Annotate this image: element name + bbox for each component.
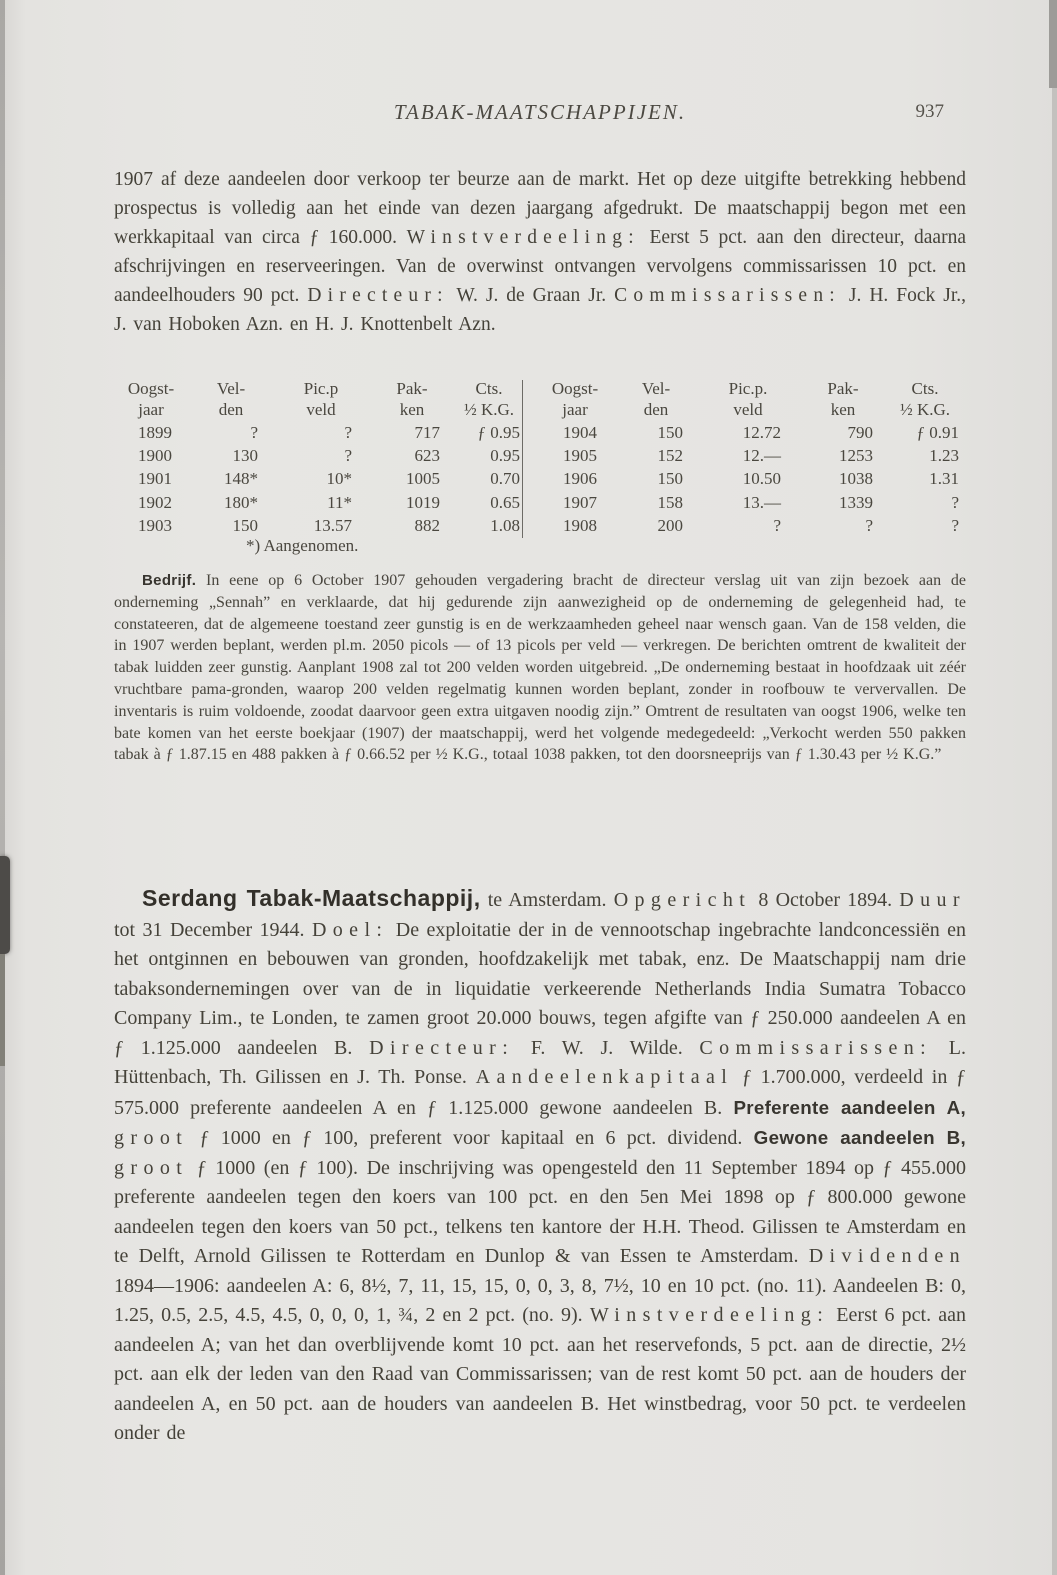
table-cell: 1019 xyxy=(406,492,440,512)
label-aandeelenkapitaal: Aandeelenkapitaal xyxy=(475,1066,734,1088)
text-run: 1907 af deze aandeelen door verkoop ter beurze aan de markt. Het op deze uitgifte betrekking hebbend prospectus is volledig aan het einde van dezen jaargang afgedrukt. De maatschappij begon met een werkkapitaal van circa ƒ 160.000. xyxy=(114,168,966,248)
table-cell: ? xyxy=(773,516,781,536)
table-cell: 150 xyxy=(657,469,683,489)
table-cell: 1253 xyxy=(839,446,873,466)
label-preferente-aandeelen-a: Preferente aandeelen A, xyxy=(733,1096,966,1118)
text-run: Eerst 5 pct. aan den directeur, daarna afschrijvingen en reserveeringen. Van de overwinst ontvangen vervolgens commissarissen 10 pct. en aandeelhouders 90 pct. xyxy=(114,226,966,306)
label-dividenden: Dividenden xyxy=(808,1245,966,1267)
table-cell: ? xyxy=(951,516,959,536)
table-row xyxy=(537,468,961,491)
table-cell: 1902 xyxy=(138,492,172,512)
page-title: TABAK-MAATSCHAPPIJEN. xyxy=(393,100,687,124)
scan-edge-right-top xyxy=(1049,0,1057,88)
company-name-heading: Serdang Tabak-Maatschappij, xyxy=(142,885,481,911)
table-cell: 0.70 xyxy=(490,469,520,489)
text-run: J. H. Fock Jr., J. van Hoboken Azn. en H. J. Knottenbelt Azn. xyxy=(114,284,966,335)
table-footnote: *) Aangenomen. xyxy=(246,536,359,555)
table-cell: 1.08 xyxy=(490,516,520,536)
table-cell: 148* xyxy=(224,469,258,489)
text-run: ƒ 1.700.000, verdeeld in ƒ 575.000 preferente aandeelen A en ƒ 1.125.000 gewone aandeelen B. xyxy=(114,1066,967,1119)
table-cell: 1005 xyxy=(406,469,440,489)
table-cell: 13.57 xyxy=(313,516,352,536)
label-winstverdeeling: Winstverdeeling: xyxy=(406,226,640,248)
table-row xyxy=(114,421,522,444)
text-run: tot 31 December 1944. xyxy=(114,918,312,941)
table-cell: ? xyxy=(951,492,959,512)
table-row xyxy=(114,444,522,467)
table-cell: 1901 xyxy=(138,469,172,489)
table-cell: 10.50 xyxy=(742,469,781,489)
table-cell: 1903 xyxy=(138,516,172,536)
text-run: 1894—1906: aandeelen A: 6, 8½, 7, 11, 15, 15, 0, 0, 3, 8, 7½, 10 en 10 pct. (no. 11). Aandeelen B: 0, 1.25, 0.5, 2.5, 4.5, 4.5, 0, 0, 0, 1, ¾, 2 en 2 pct. (no. 9). xyxy=(114,1274,966,1326)
column-header: Cts. ½ K.G. xyxy=(899,379,951,419)
table-cell: ƒ 0.95 xyxy=(477,422,520,442)
table-cell: ? xyxy=(344,422,352,442)
page-number: 937 xyxy=(915,101,944,122)
table-cell: 180* xyxy=(224,492,258,512)
table-cell: 11* xyxy=(327,492,352,512)
harvest-table-right xyxy=(537,378,961,538)
label-commissarissen: Commissarissen: xyxy=(699,1036,933,1059)
text-run: ƒ 1000 en ƒ 100, preferent voor kapitaal en 6 pct. dividend. xyxy=(188,1127,754,1149)
scan-edge-left-blob xyxy=(0,856,10,954)
label-duur: Duur xyxy=(899,889,966,911)
table-cell: 1899 xyxy=(138,422,172,442)
page-header xyxy=(114,100,966,130)
scan-edge-left-blob-2 xyxy=(0,954,5,1066)
column-header: Oogst- jaar xyxy=(551,379,599,419)
text-run: 8 October 1894. xyxy=(751,889,900,911)
text-run: In eene op 6 October 1907 gehouden vergadering bracht de directeur verslag uit van zijn bezoek aan de onderneming „Sennah” en verklaarde, dat hij gedurende zijn aanwezigheid op de onderneming de gelegenheid had, te constateeren, dat de algemeene toestand zeer gunstig is en de werkzaamheden geheel naar wensch gaan. Van de 158 velden, die in 1907 werden beplant, werden pl.m. 2050 picols — of 13 picols per veld — verkregen. De berichten omtrent de kwaliteit der tabak luidden zeer gunstig. Aanplant 1908 zal tot 200 velden worden uitgebreid. „De onderneming bestaat in hoofdzaak uit zéér vruchtbare pama-gronden, waarop 200 velden regelmatig kunnen worden beplant, zonder in roofbouw te ververvallen. De inventaris is ruim voldoende, zoodat daarvoor geen extra uitgaven noodig zijn.” Omtrent de resultaten van oogst 1906, welke ten bate komen van het eerste boekjaar (1907) der maatschappij, werd het volgende medegedeeld: „Verkocht werden 550 pakken tabak à ƒ 1.87.15 en 488 pakken à ƒ 0.66.52 per ½ K.G., totaal 1038 pakken, tot den doorsneeprijs van ƒ 1.30.43 per ½ K.G.” xyxy=(114,572,966,764)
harvest-table-section xyxy=(114,378,966,555)
label-directeur: Directeur: xyxy=(369,1036,515,1059)
label-groot: groot xyxy=(114,1156,189,1179)
table-row xyxy=(114,515,522,538)
table-cell: 623 xyxy=(414,446,440,466)
scan-edge-left xyxy=(0,0,5,1575)
table-cell: 150 xyxy=(657,422,683,442)
label-groot: groot xyxy=(114,1127,189,1149)
label-bedrijf: Bedrijf. xyxy=(142,572,197,589)
column-header: Oogst- jaar xyxy=(127,379,175,419)
table-row xyxy=(537,421,961,444)
table-cell: 0.95 xyxy=(490,446,520,466)
table-row xyxy=(537,444,961,467)
text-run: F. W. J. Wilde. xyxy=(514,1036,700,1059)
serdang-paragraph xyxy=(114,884,966,1449)
column-header: Pak- ken xyxy=(827,379,859,419)
table-cell: 790 xyxy=(847,422,873,442)
table-cell: 12.— xyxy=(742,446,781,466)
column-header: Vel- den xyxy=(216,379,246,419)
table-cell: 882 xyxy=(414,516,440,536)
intro-paragraph xyxy=(114,165,966,339)
table-cell: 130 xyxy=(232,446,258,466)
table-cell: 158 xyxy=(657,492,683,512)
table-cell: 1905 xyxy=(563,446,597,466)
text-run: ƒ 1000 (en ƒ 100). De inschrijving was opengesteld den 11 September 1894 op ƒ 455.000 preferente aandeelen tegen den koers van 100 pct. en den 5en Mei 1898 op ƒ 800.000 gewone aandeelen tegen den koers van 50 pct., telkens ten kantore der H.H. Theod. Gilissen te Amsterdam en te Delft, Arnold Gilissen te Rotterdam en Dunlop & van Essen te Amsterdam. xyxy=(114,1156,966,1267)
table-cell: 1907 xyxy=(563,492,597,512)
text-run: Eerst 6 pct. aan aandeelen A; van het dan overblijvende komt 10 pct. aan het reservefonds, 5 pct. aan de directie, 2½ pct. aan elk der leden van den Raad van Commissarissen; van de rest komt 50 pct. aan de houders der aandeelen A, en 50 pct. aan de houders van aandeelen B. Het winstbedrag, voor 50 pct. te verdeelen onder de xyxy=(114,1304,966,1444)
table-cell: 13.— xyxy=(742,492,781,512)
table-row xyxy=(114,491,522,514)
column-header: Pic.p. veld xyxy=(728,379,768,419)
table-header-row xyxy=(537,378,961,421)
table-cell: 1900 xyxy=(138,446,172,466)
table-cell: 1904 xyxy=(563,422,597,442)
table-row xyxy=(114,468,522,491)
table-cell: 12.72 xyxy=(742,422,781,442)
table-cell: 1339 xyxy=(839,492,873,512)
text-run: L. Hüttenbach, Th. Gilissen en J. Th. Ponse. xyxy=(114,1036,966,1088)
table-cell: ? xyxy=(344,446,352,466)
label-gewone-aandeelen-b: Gewone aandeelen B, xyxy=(753,1127,966,1148)
label-winstverdeeling: Winstverdeeling: xyxy=(589,1304,830,1326)
label-commissarissen: Commissarissen: xyxy=(614,284,841,306)
table-cell: ? xyxy=(250,422,258,442)
table-row xyxy=(537,515,961,538)
column-header: Pic.p veld xyxy=(303,379,339,419)
table-cell: 10* xyxy=(326,469,352,489)
label-opgericht: Opgericht xyxy=(613,889,752,911)
table-cell: 1.23 xyxy=(929,446,959,466)
table-cell: 152 xyxy=(657,446,683,466)
table-cell: 717 xyxy=(414,422,440,442)
table-cell: 150 xyxy=(232,516,258,536)
text-run: W. J. de Graan Jr. xyxy=(448,284,615,306)
table-cell: 1908 xyxy=(563,516,597,536)
column-header: Vel- den xyxy=(641,379,671,419)
column-header: Cts. ½ K.G. xyxy=(463,379,515,419)
table-cell: 1038 xyxy=(839,469,873,489)
table-cell: 1906 xyxy=(563,469,597,489)
harvest-table-left xyxy=(114,378,522,538)
table-cell: 200 xyxy=(657,516,683,536)
table-row xyxy=(537,491,961,514)
column-header: Pak- ken xyxy=(396,379,428,419)
table-cell: 0.65 xyxy=(490,492,520,512)
text-run: te Amsterdam. xyxy=(480,889,614,911)
bedrijf-paragraph xyxy=(114,570,966,766)
table-header-row xyxy=(114,378,522,421)
table-cell: ? xyxy=(865,516,873,536)
label-doel: Doel: xyxy=(311,918,389,941)
label-directeur: Directeur: xyxy=(307,284,449,306)
table-cell: ƒ 0.91 xyxy=(916,422,959,442)
scan-edge-right xyxy=(1052,0,1057,1575)
table-cell: 1.31 xyxy=(929,469,959,489)
table-divider xyxy=(522,380,523,538)
text-run: De exploitatie der in de vennootschap ingebrachte landconcessiën en het ontginnen en bebouwen van gronden, hoofdzakelijk met tabak, enz. De Maatschappij nam drie tabaksondernemingen over van de in liquidatie verkeerende Netherlands India Sumatra Tobacco Company Lim., te Londen, te zamen groot 20.000 bouws, tegen afgifte van ƒ 250.000 aandeelen A en ƒ 1.125.000 aandeelen B. xyxy=(114,918,966,1059)
